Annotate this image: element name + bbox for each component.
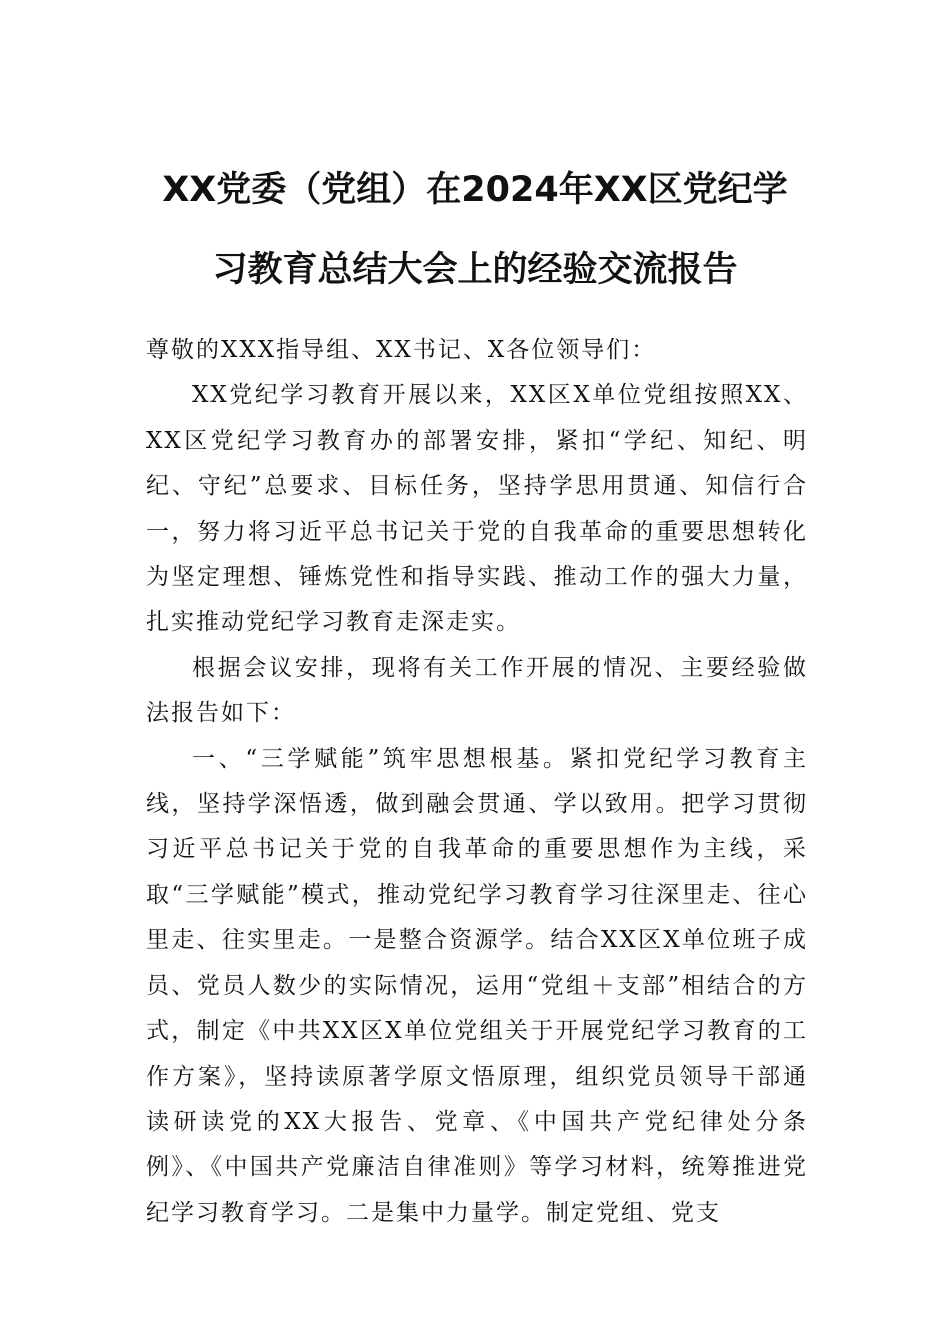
report-outline-paragraph: 根据会议安排，现将有关工作开展的情况、主要经验做法报告如下： — [146, 654, 808, 727]
section-one-paragraph: 一、“三学赋能”筑牢思想根基。紧扣党纪学习教育主线，坚持学深悟透，做到融会贯通、学以致用。把学习贯彻习近平总书记关于党的自我革命的重要思想作为主线，采取“三学赋能”模式，推动党纪学习教育学习往深里走、往心里走、往实里走。一是整合资源学。结合XX区X单位班子成员、党员人数少的实际情况，运用“党组＋支部”相结合的方式，制定《中共XX区X单位党组关于开展党纪学习教育的工作方案》，坚持读原著学原文悟原理，组织党员领导干部通读研读党的XX大报告、党章、《中国共产党纪律处分条例》、《中国共产党廉洁自律准则》等学习材料，统筹推进党纪学习教育学习。二是集中力量学。制定党组、党支 — [146, 745, 808, 1226]
title-line-2: 习教育总结大会上的经验交流报告 — [212, 250, 738, 290]
document-title — [120, 150, 830, 310]
document-body — [146, 328, 808, 1236]
title-line-1: XX党委（党组）在2024年XX区党纪学 — [162, 170, 788, 210]
intro-paragraph: XX党纪学习教育开展以来，XX区X单位党组按照XX、XX区党纪学习教育办的部署安排，紧扣“学纪、知纪、明纪、守纪”总要求、目标任务，坚持学思用贯通、知信行合一，努力将习近平总书记关于党的自我革命的重要思想转化为坚定理想、锤炼党性和指导实践、推动工作的强大力量，扎实推动党纪学习教育走深走实。 — [146, 382, 808, 636]
salutation: 尊敬的XXX指导组、XX书记、X各位领导们： — [146, 337, 657, 363]
